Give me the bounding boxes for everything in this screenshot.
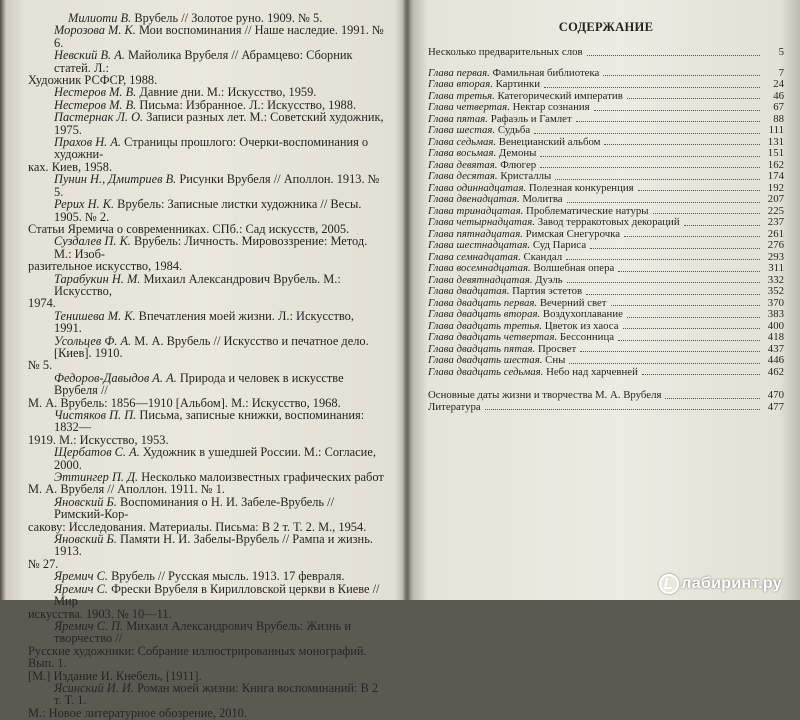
toc-leader-dots (586, 294, 760, 295)
toc-entry-title: Демоны (498, 147, 537, 159)
bibliography-text: Михаил Александрович Врубель: Жизнь и творчество // (54, 618, 351, 646)
toc-entry-page: 7 (778, 66, 784, 79)
toc-leader-dots (567, 202, 760, 203)
toc-entry-page: 383 (767, 308, 784, 320)
bibliography-text: № 5. (28, 358, 53, 373)
toc-entry-title: Скандал (523, 250, 563, 263)
bibliography-author: Нестеров М. В. (54, 85, 137, 100)
toc-entry-title: Бессонница (559, 331, 615, 343)
bibliography-author: Усольцев Ф. А. (54, 333, 132, 348)
toc-entry-title: Вечерний свет (539, 296, 607, 309)
toc-entry-title: Литература (428, 400, 481, 413)
bibliography-text: Рисунки Врубеля // Аполлон. 1913. № 5. (54, 172, 380, 199)
bibliography-line (28, 446, 384, 471)
bibliography-text: ках. Киев, 1958. (28, 159, 113, 174)
bibliography-text: Статьи Яремича о современниках. СПб.: Сад искусств, 2005. (28, 221, 350, 236)
bibliography-text: Врубель: Записные листки художника // Весы. 1905. № 2. (54, 197, 362, 224)
toc-entry-title: Сны (545, 354, 566, 366)
toc-leader-dots (665, 398, 760, 399)
toc-chapter-number: Глава двадцать седьмая. (428, 365, 544, 378)
bibliography-author: Прахов Н. А. (54, 135, 122, 150)
bibliography-author: Тенишева М. К. (54, 308, 136, 323)
bibliography-text: 1919. М.: Искусство, 1953. (28, 432, 169, 447)
toc-entry-page: 174 (767, 170, 784, 182)
toc-leader-dots (594, 110, 760, 111)
bibliography-author: Суздалев П. К. (54, 234, 131, 249)
toc-chapter-number: Глава первая. (428, 66, 490, 79)
toc-leader-dots (611, 305, 760, 306)
toc-chapter-number: Глава двадцать шестая. (428, 354, 543, 366)
toc-leader-dots (576, 121, 760, 122)
bibliography-text: Впечатления моей жизни. Л.: Искусство, 1991. (54, 308, 354, 336)
bibliography-author: Яремич С. (54, 581, 109, 596)
toc-leader-dots (684, 225, 760, 226)
bibliography-line (28, 335, 384, 360)
labirint-logo-icon (659, 574, 679, 594)
toc-leader-dots (534, 133, 760, 134)
contents-page (428, 14, 784, 413)
bibliography-text: Русские художники: Собрание иллюстрированных монографий. Вып. 1. (28, 643, 367, 671)
contents-title: СОДЕРЖАНИЕ (558, 20, 654, 34)
toc-chapter-number: Глава шестнадцатая. (428, 239, 531, 251)
toc-entry-title: Нектар сознания (512, 101, 590, 113)
toc-entry-page: 311 (768, 262, 784, 274)
toc-entry-title: Судьба (497, 124, 531, 136)
toc-entry-title: Картинки (495, 78, 541, 90)
toc-chapter-number: Глава девятнадцатая. (428, 273, 533, 286)
toc-chapter-number: Глава четырнадцатая. (428, 216, 536, 228)
bibliography-text: № 27. (28, 556, 59, 571)
toc-chapter-number: Глава пятая. (428, 112, 488, 125)
bibliography-page (28, 12, 384, 719)
bibliography-text: Майолика Врубеля // Абрамцево: Сборник статей. Л.: (54, 48, 353, 75)
bibliography-list (28, 12, 384, 719)
bibliography-line (28, 496, 384, 521)
toc-entry-title: Кристаллы (500, 170, 552, 182)
book-gutter (402, 0, 410, 600)
watermark (659, 574, 782, 594)
toc-entry-label (428, 402, 483, 414)
toc-entry-page: 131 (767, 135, 784, 148)
toc-entry-page: 370 (767, 296, 784, 309)
toc-entry-title: Молитва (522, 193, 563, 205)
bibliography-text: Мои воспоминания // Наше наследие. 1991. № 6. (54, 23, 384, 50)
toc-chapter-number: Глава четвертая. (428, 101, 510, 113)
toc-appendix-row (428, 402, 784, 414)
toc-entry-title: Завод терракотовых декораций (537, 216, 680, 228)
toc-leader-dots (544, 87, 760, 88)
toc-entry-page: 400 (767, 319, 784, 332)
bibliography-line (28, 273, 384, 298)
toc-intro-row (428, 47, 784, 59)
toc-entry-title: Дуэль (535, 273, 563, 286)
toc-entry-page: 207 (767, 193, 784, 205)
bibliography-line (28, 645, 384, 670)
toc-leader-dots (567, 282, 760, 283)
bibliography-author: Невский В. А. (54, 48, 125, 63)
toc-entry-title: Проблематические натуры (526, 204, 649, 217)
toc-entry-page: 293 (767, 250, 784, 263)
toc-leader-dots (618, 271, 760, 272)
toc-entry-title: Партия эстетов (512, 285, 583, 297)
toc-chapter-number: Глава двадцать третья. (428, 319, 543, 332)
toc-entry-title: Категорический императив (497, 89, 623, 102)
bibliography-text: Врубель: Личность. Мировоззрение: Метод. М.: Изоб- (54, 234, 368, 261)
bibliography-text: Воспоминания о Н. И. Забеле-Врубель // Римский-Кор- (54, 494, 335, 522)
toc-chapter-row (428, 367, 784, 379)
bibliography-text: М. А. Врубеля // Аполлон. 1911. № 1. (28, 482, 226, 497)
toc-chapter-number: Глава пятнадцатая. (428, 227, 523, 240)
toc-leader-dots (566, 259, 760, 260)
toc-chapter-number: Глава двадцать пятая. (428, 342, 536, 355)
toc-entry-title: Полезная конкуренция (528, 181, 634, 194)
toc-chapter-number: Глава третья. (428, 89, 495, 102)
toc-chapter-number: Глава седьмая. (428, 135, 497, 148)
bibliography-text: Михаил Александрович Врубель. М.: Искусство, (54, 271, 341, 298)
bibliography-author: Щербатов С. А. (54, 445, 140, 460)
toc-leader-dots (624, 236, 760, 237)
toc-chapter-number: Глава десятая. (428, 170, 498, 182)
bibliography-line (28, 173, 384, 198)
toc-entry-page: 225 (767, 204, 784, 217)
toc-entry-page: 192 (767, 181, 784, 194)
bibliography-author: Рерих Н. К. (54, 197, 115, 212)
bibliography-text: Страницы прошлого: Очерки-воспоминания о художни- (54, 135, 369, 162)
bibliography-text: Записи разных лет. М.: Советский художник, 1975. (54, 110, 384, 137)
toc-leader-dots (587, 55, 760, 56)
toc-entry-page: 418 (767, 331, 784, 343)
bibliography-author: Федоров-Давыдов А. А. (54, 370, 177, 385)
bibliography-text: разительное искусство, 1984. (28, 259, 183, 274)
toc-leader-dots (555, 179, 760, 180)
toc-entry-title: Воздухоплавание (542, 308, 623, 320)
toc-intro-page: 5 (778, 46, 784, 58)
toc-leader-dots (569, 363, 760, 364)
bibliography-author: Морозова М. К. (54, 23, 136, 38)
toc-entry-title: Флюгер (500, 158, 537, 171)
bibliography-author: Яновский Б. (54, 532, 117, 547)
bibliography-text: М. А. Врубель: 1856—1910 [Альбом]. М.: Искусство, 1968. (28, 395, 341, 410)
bibliography-line (28, 235, 384, 260)
toc-appendix-row (428, 390, 784, 402)
toc-leader-dots (580, 351, 760, 352)
bibliography-line (28, 111, 384, 136)
toc-leader-dots (653, 213, 761, 214)
bibliography-text: Художник РСФСР, 1988. (28, 73, 158, 88)
bibliography-author: Ясинский И. И. (54, 680, 134, 695)
toc-leader-dots (540, 156, 760, 157)
toc-entry-page: 67 (773, 101, 784, 113)
bibliography-author: Пунин Н., Дмитриев В. (54, 172, 177, 187)
bibliography-line (28, 707, 384, 719)
toc-entry-title: Цветок из хаоса (544, 319, 619, 332)
toc-leader-dots (638, 190, 760, 191)
toc-entry-title: Волшебная опера (533, 262, 615, 274)
bibliography-text: Давние дни. М.: Искусство, 1959. (136, 85, 317, 100)
bibliography-line (28, 49, 384, 74)
toc-entry-page: 88 (773, 112, 784, 125)
bibliography-text: М.: Новое литературное обозрение, 2010. (28, 705, 247, 720)
toc-entry-title: Основные даты жизни и творчества М. А. Врубеля (428, 389, 662, 401)
bibliography-line (28, 310, 384, 335)
bibliography-line (28, 136, 384, 161)
toc-entry-title: Фамильная библиотека (492, 66, 600, 79)
bibliography-author: Милиоти В. (68, 11, 132, 25)
toc-entry-page: 261 (767, 227, 784, 240)
bibliography-author: Яновский Б. (54, 494, 117, 509)
toc-appendix-list (428, 390, 784, 413)
bibliography-text: 1974. (28, 296, 56, 311)
bibliography-line (28, 372, 384, 397)
bibliography-text: Роман моей жизни: Книга воспоминаний: В 2 т. Т. 1. (54, 680, 379, 708)
bibliography-author: Эттингер П. Д. (54, 470, 139, 485)
toc-chapter-number: Глава двадцать первая. (428, 296, 538, 309)
bibliography-author: Нестеров М. В. (54, 97, 137, 112)
toc-chapter-number: Глава одиннадцатая. (428, 181, 527, 194)
bibliography-text: Письма: Избранное. Л.: Искусство, 1988. (136, 97, 357, 112)
toc-entry-page: 46 (773, 89, 784, 102)
toc-entry-title: Суд Париса (532, 239, 587, 251)
bibliography-text: М. А. Врубель // Искусство и печатное дело. [Киев]. 1910. (54, 333, 369, 360)
toc-leader-dots (590, 248, 760, 249)
bibliography-text: Письма, записные книжки, воспоминания: 1832— (54, 408, 365, 435)
bibliography-line (28, 533, 384, 558)
toc-entry-page: 352 (767, 285, 784, 297)
toc-chapter-number: Глава девятая. (428, 158, 498, 171)
toc-chapter-number: Глава двенадцатая. (428, 193, 520, 205)
watermark-text: лабиринт.ру (681, 575, 782, 592)
toc-leader-dots (540, 167, 760, 168)
toc-entry-title: Римская Снегурочка (525, 227, 620, 240)
toc-chapter-number: Глава двадцать вторая. (428, 308, 541, 320)
toc-entry-title: Рафаэль и Гамлет (490, 112, 572, 125)
toc-chapter-number: Глава вторая. (428, 78, 493, 90)
toc-leader-dots (603, 75, 760, 76)
bibliography-author: Пастернак Л. О. (54, 110, 144, 125)
bibliography-text: Природа и человек в искусстве Врубеля // (54, 370, 344, 398)
toc-chapter-number: Глава восемнадцатая. (428, 262, 531, 274)
bibliography-line (28, 620, 384, 645)
toc-entry-page: 332 (767, 273, 784, 286)
toc-entry-page: 477 (767, 400, 784, 413)
toc-intro-label: Несколько предварительных слов (428, 46, 583, 58)
bibliography-line (28, 24, 384, 49)
toc-entry-page: 237 (767, 216, 784, 228)
toc-entry-page: 470 (767, 389, 784, 401)
bibliography-text: Врубель // Русская мысль. 1913. 17 февраля. (108, 569, 345, 584)
toc-entry-page: 24 (773, 78, 784, 90)
bibliography-text: Памяти Н. И. Забелы-Врубель // Рампа и жизнь. 1913. (54, 532, 373, 559)
toc-chapter-list (428, 68, 784, 379)
toc-leader-dots (604, 144, 760, 145)
bibliography-author: Тарабукин Н. М. (54, 271, 141, 286)
toc-entry-page: 437 (767, 342, 784, 355)
bibliography-text: сакову: Исследования. Материалы. Письма: В 2 т. Т. 2. М., 1954. (28, 519, 367, 534)
bibliography-line (28, 682, 384, 707)
toc-chapter-number: Глава восьмая. (428, 147, 497, 159)
toc-leader-dots (627, 98, 760, 99)
bibliography-author: Чистяков П. П. (54, 408, 137, 422)
toc-entry-page: 151 (767, 147, 784, 159)
toc-entry-title: Венецианский альбом (498, 135, 601, 148)
toc-entry-page: 162 (767, 158, 784, 171)
toc-leader-dots (642, 374, 760, 375)
toc-chapter-number: Глава двадцать четвертая. (428, 331, 558, 343)
bibliography-text: [М.] Издание И. Кнебель, [1911]. (28, 668, 202, 683)
toc-entry-page: 462 (767, 365, 784, 378)
bibliography-text: Художник в ушедшей России. М.: Согласие, 2000. (54, 445, 376, 472)
toc-leader-dots (623, 328, 761, 329)
bibliography-text: Несколько малоизвестных графических работ (138, 470, 384, 485)
toc-leader-dots (627, 317, 760, 318)
toc-leader-dots (618, 340, 760, 341)
toc-chapter-number: Глава тринадцатая. (428, 204, 524, 217)
toc-leader-dots (485, 409, 760, 410)
toc-entry-page: 446 (767, 354, 784, 366)
toc-entry-title: Просвет (537, 342, 577, 355)
toc-chapter-number: Глава шестая. (428, 124, 496, 136)
toc-entry-page: 276 (767, 239, 784, 251)
bibliography-text: искусства. 1903. № 10—11. (28, 606, 172, 621)
toc-entry-page: 111 (768, 124, 784, 136)
bibliography-line (28, 583, 384, 608)
bibliography-text: Врубель // Золотое руно. 1909. № 5. (131, 11, 323, 25)
toc-chapter-number: Глава семнадцатая. (428, 250, 521, 263)
bibliography-author: Яремич С. П. (54, 618, 124, 633)
bibliography-line (28, 198, 384, 223)
toc-chapter-number: Глава двадцатая. (428, 285, 510, 297)
bibliography-text: Фрески Врубеля в Кирилловской церкви в Киеве // Мир (54, 581, 380, 609)
bibliography-line (28, 409, 384, 434)
bibliography-author: Яремич С. (54, 569, 109, 584)
toc-entry-title: Небо над харчевней (546, 365, 638, 378)
toc-entry-label (428, 367, 640, 379)
